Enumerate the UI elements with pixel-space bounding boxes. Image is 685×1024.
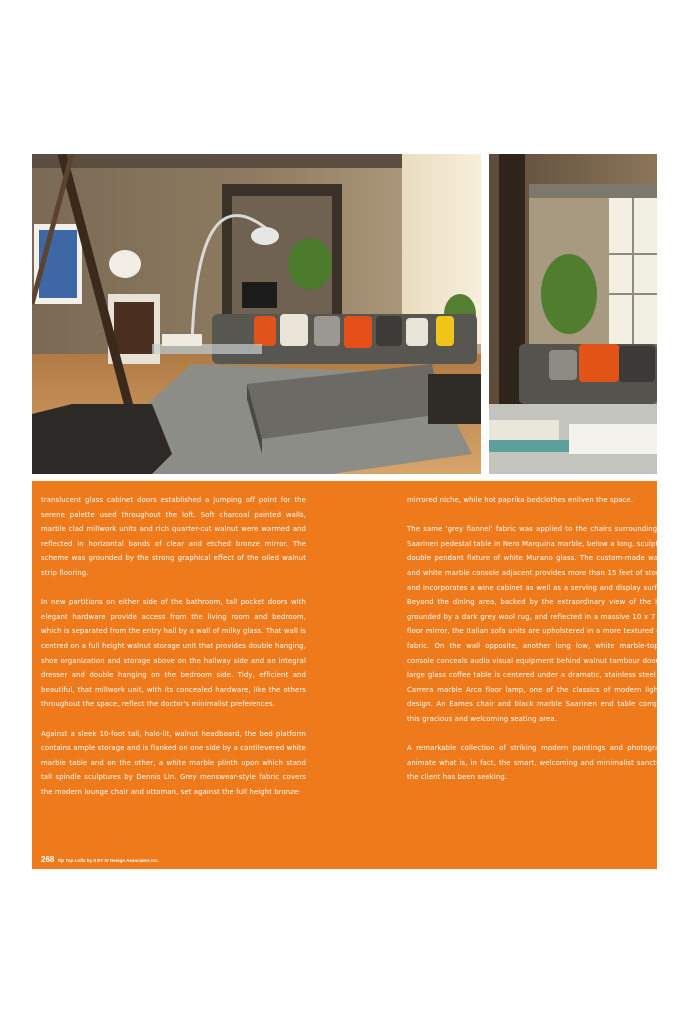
design-credit: by II BY IV Design Associates Inc.: [85, 858, 159, 863]
page-footer: [41, 849, 159, 867]
paragraph: The same 'grey flannel' fabric was applied to the chairs surrounding the Saarinen pedestal table in Nero Marquina marble, below a long, sculptural double pendant fixture of white Murano glass. The custom-made walnut and white marble console adjacent provides more than 15 feet of storage and incorporates a wine cabinet as well as a serving and display surface. Beyond the dining area, backed by the extraordinary view of the lake, grounded by a dark grey wool rug, and reflected in a massive 10 x 7 foot floor mirror, the Italian sofa units are upholstered in a more textured grey fabric. On the wall opposite, another long low, white marble-topped console conceals audio visual equipment behind walnut tambour doors. A large glass coffee table is centered under a dramatic, stainless steel and Carrera marble Arco floor lamp, one of the classics of modern lighting design. An Eames chair and black marble Saarinen end table complete this gracious and welcoming seating area.: [407, 525, 672, 723]
article-column-left: [41, 493, 306, 814]
window-view-photo: [489, 154, 657, 474]
living-room-photo: [32, 154, 481, 474]
paragraph: In new partitions on either side of the bathroom, tall pocket doors with elegant hardware provide access from the living room and bedroom, which is separated from the entry hall by a wall of milky glass. That wall is centred on a full height walnut storage unit that provides double hanging, shoe organization and storage above on the hallway side and an integral dresser and double hanging on the bedroom side. Tidy, efficient and beautiful, that millwork unit, with its concealed hardware, like the others throughout the space, reflect the doctor's minimalist preferences.: [41, 598, 306, 709]
paragraph: mirrored niche, while hot paprika bedclothes enliven the space.: [407, 496, 634, 504]
paragraph: Against a sleek 10-foot tall, halo-lit, walnut headboard, the bed platform contains ample storage and is flanked on one side by a cantilevered white marble table and on the other, a white marble plinth upon which stand tall spindle sculptures by Dennis Lin. Grey menswear-style fabric covers the modern lounge chair and ottoman, set against the full height bronze-: [41, 729, 306, 796]
article-text-panel: [32, 481, 672, 869]
paragraph: A remarkable collection of striking modern paintings and photographs animate what is, in fact, the smart, welcoming and minimalist sanctuary the client has been seeking.: [407, 744, 672, 782]
paragraph: translucent glass cabinet doors established a jumping off point for the serene palette used throughout the loft. Soft charcoal painted walls, marble clad millwork units and rich quarter-cut walnut were warmed and reflected in horizontal bands of clear and etched bronze mirror. The scheme was grounded by the strong graphical effect of the oiled walnut strip flooring.: [41, 496, 306, 577]
magazine-name: Tip Top Lofts: [57, 858, 86, 863]
page-number: 268: [41, 855, 55, 864]
article-column-right: [407, 493, 672, 799]
